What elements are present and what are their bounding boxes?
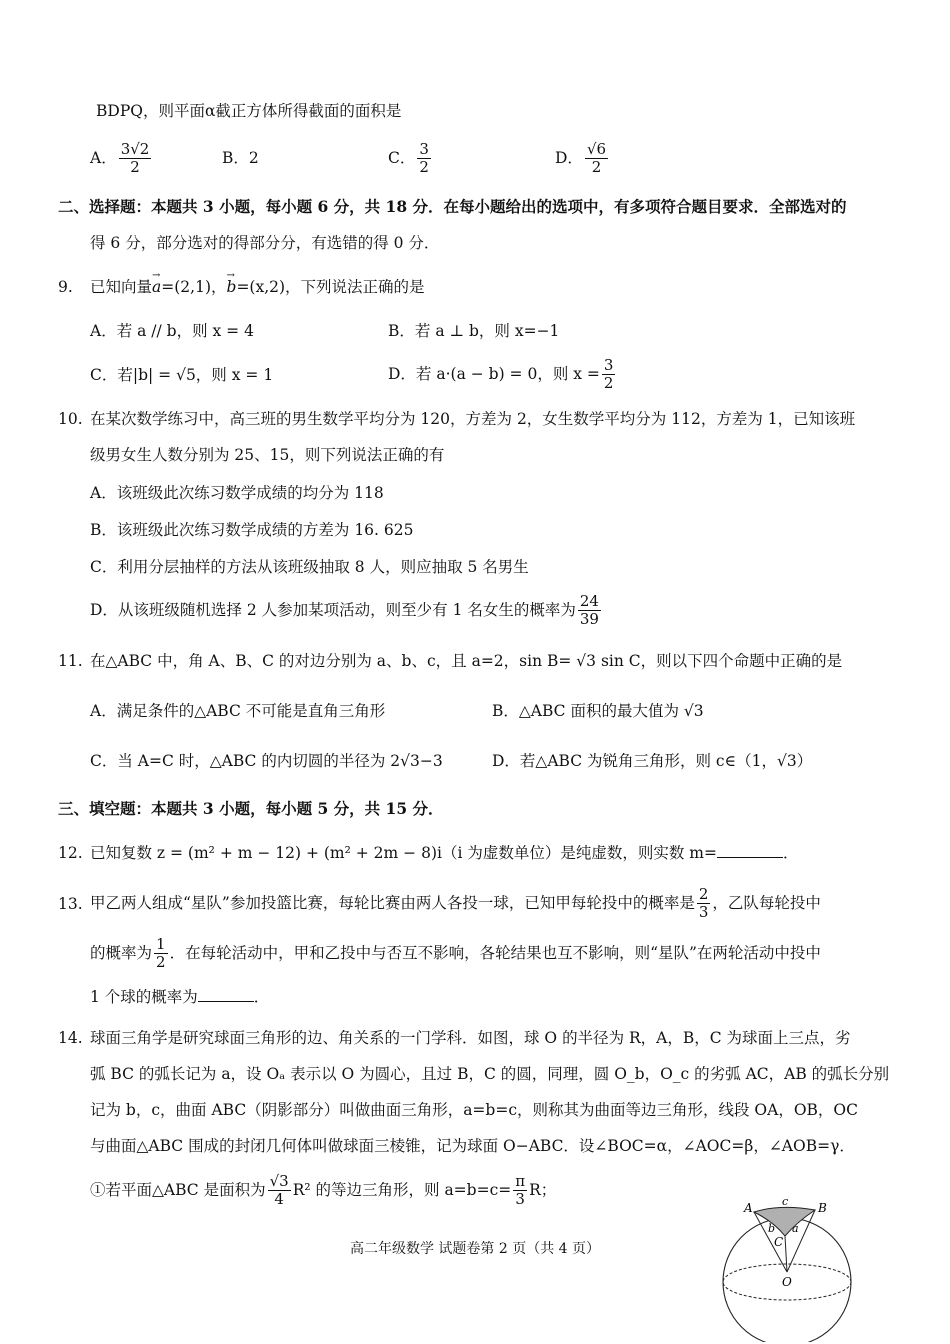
q13-answer-blank[interactable]: [198, 987, 254, 1002]
q9-eq-b: =(x,2)，下列说法正确的是: [236, 278, 425, 296]
q8-option-c: [388, 138, 433, 178]
q10-option-d-text: D．从该班级随机选择 2 人参加某项活动，则至少有 1 名女生的概率为: [90, 601, 576, 619]
q9-option-d-text: D．若 a·(a − b) = 0，则 x =: [388, 365, 600, 383]
fraction-numerator: 24: [579, 591, 599, 610]
q8-option-a-label: A．: [90, 149, 117, 167]
label-arc-a: a: [792, 1222, 799, 1235]
q9-stem: [90, 276, 425, 298]
q14-line4: 与曲面△ABC 围成的封闭几何体叫做球面三棱锥，记为球面 O−ABC．设∠BOC=α，∠AOC=β，∠AOB=γ．: [90, 1137, 855, 1155]
q13-line3-end: ．: [253, 988, 270, 1006]
spherical-triangle-figure: [712, 1196, 862, 1342]
label-arc-c: c: [782, 1196, 789, 1208]
fraction-numerator: 1: [156, 934, 166, 953]
q12-stem: 已知复数 z = (m² + m − 12) + (m² + 2m − 8)i（i 为虚数单位）是纯虚数，则实数 m=: [90, 844, 717, 862]
vector-b: → b: [227, 276, 237, 298]
q8-option-c-label: C．: [388, 149, 416, 167]
q10-option-c: C．利用分层抽样的方法从该班级抽取 8 人，则应抽取 5 名男生: [90, 558, 529, 576]
q14-line3: 记为 b，c，曲面 ABC（阴影部分）叫做曲面三角形，a=b=c，则称其为曲面等边三角形，线段 OA，OB，OC: [90, 1101, 859, 1119]
q13-line2-end: ．在每轮活动中，甲和乙投中与否互不影响，各轮结果也互不影响，则“星队”在两轮活动中投中: [169, 944, 821, 962]
q13-fraction-1: [697, 886, 711, 921]
q10-option-d-fraction: [578, 593, 601, 628]
q14-item1: [90, 1168, 556, 1212]
fraction-numerator: 2: [698, 884, 709, 903]
fraction-denominator: 3: [698, 902, 709, 921]
label-b: B: [818, 1201, 827, 1215]
q14-number: 14.: [58, 1029, 83, 1047]
fraction-numerator: π: [515, 1171, 526, 1190]
fraction-denominator: 4: [274, 1189, 284, 1208]
fraction-numerator: 3: [603, 355, 614, 374]
q9-eq-a: =(2,1)，: [161, 278, 227, 296]
q14-item1-mid: R² 的等边三角形，则 a=b=c=: [292, 1181, 512, 1199]
q12-answer-blank[interactable]: [717, 843, 783, 858]
q10-number: 10.: [58, 410, 83, 428]
fraction-denominator: 2: [591, 157, 602, 176]
fraction-numerator: √3: [269, 1171, 289, 1190]
q9-option-a: A．若 a // b，则 x = 4: [90, 322, 254, 340]
q11-option-c: C．当 A=C 时，△ABC 的内切圆的半径为 2√3−3: [90, 752, 443, 770]
fraction-denominator: 39: [579, 609, 599, 628]
q11-option-d: D．若△ABC 为锐角三角形，则 c∈（1，√3）: [492, 752, 813, 770]
q9-option-c: C．若|b| = √5，则 x = 1: [90, 366, 274, 384]
fraction-denominator: 2: [419, 157, 429, 176]
q10-option-d: [90, 590, 603, 630]
q13-line1-text: 甲乙两人组成“星队”参加投篮比赛，每轮比赛由两人各投一球，已知甲每轮投中的概率是: [90, 894, 695, 912]
page-footer: 高二年级数学 试题卷第 2 页（共 4 页）: [349, 1241, 601, 1257]
q9-number: 9.: [58, 278, 73, 296]
fraction-denominator: 2: [130, 157, 140, 176]
q9-stem-text: 已知向量: [90, 278, 153, 296]
q8-options: [90, 138, 153, 178]
q14-item1-end: R；: [529, 1181, 557, 1199]
q11-option-a: A．满足条件的△ABC 不可能是直角三角形: [90, 702, 386, 720]
q8-option-c-fraction: [417, 141, 431, 176]
fraction-numerator: √6: [586, 139, 607, 158]
section2-heading-line2: 得 6 分，部分选对的得部分分，有选错的得 0 分．: [90, 234, 440, 252]
q8-option-a-fraction: [119, 141, 152, 176]
q10-line2: 级男女生人数分别为 25、15，则下列说法正确的有: [90, 446, 445, 464]
fraction-denominator: 2: [156, 952, 166, 971]
fraction-numerator: 3√2: [120, 139, 150, 158]
q8-option-d: [555, 138, 610, 178]
fraction-numerator: 3: [419, 139, 429, 158]
label-c: C: [774, 1235, 784, 1249]
label-arc-b: b: [768, 1222, 776, 1235]
q14-line2: 弧 BC 的弧长记为 a，设 Oₐ 表示以 O 为圆心，且过 B，C 的圆，同理，圆 O_b，O_c 的劣弧 AC，AB 的弧长分别: [90, 1065, 890, 1083]
q14-item1-fraction: [268, 1173, 291, 1208]
q13-line2-start: 的概率为: [90, 944, 153, 962]
q14-item1-fraction-pi: [513, 1173, 527, 1208]
q14-line1: 球面三角学是研究球面三角形的边、角关系的一门学科．如图，球 O 的半径为 R，A，B，C 为球面上三点，劣: [90, 1029, 851, 1047]
q8-stem: BDPQ，则平面α截正方体所得截面的面积是: [96, 102, 402, 120]
curved-triangle-abc: [754, 1207, 815, 1236]
q9-option-d-fraction: [602, 357, 616, 392]
q11-option-b: B．△ABC 面积的最大值为 √3: [492, 702, 704, 720]
label-o: O: [782, 1275, 792, 1289]
q10-option-a: A．该班级此次练习数学成绩的均分为 118: [90, 484, 384, 502]
q13-line3: [90, 986, 269, 1008]
q13-line1: [90, 882, 821, 924]
q10-option-b: B．该班级此次练习数学成绩的方差为 16. 625: [90, 521, 414, 539]
q13-number: 13.: [58, 895, 83, 913]
q9-option-b: B．若 a ⊥ b，则 x=−1: [388, 322, 560, 340]
q13-fraction-2: [154, 936, 168, 971]
vector-a: → a: [152, 276, 161, 298]
q8-option-b: B．2: [222, 149, 259, 167]
q10-line1: 在某次数学练习中，高三班的男生数学平均分为 120，方差为 2，女生数学平均分为 112，方差为 1，已知该班: [90, 410, 856, 428]
q13-line2: [90, 932, 821, 974]
q9-option-d: [388, 354, 617, 394]
section3-heading: 三、填空题：本题共 3 小题，每小题 5 分，共 15 分．: [58, 799, 444, 818]
q13-line3-text: 1 个球的概率为: [90, 988, 198, 1006]
q12-text: [90, 842, 798, 864]
section2-heading-line1: 二、选择题：本题共 3 小题，每小题 6 分，共 18 分．在每小题给出的选项中，有多项符合题目要求．全部选对的: [58, 197, 847, 216]
q13-line1-end: ，乙队每轮投中: [712, 894, 821, 912]
q11-stem: 在△ABC 中，角 A、B、C 的对边分别为 a、b、c，且 a=2，sin B= √3 sin C，则以下四个命题中正确的是: [90, 652, 843, 670]
q8-option-d-fraction: [585, 141, 608, 176]
q12-end: ．: [782, 844, 799, 862]
q12-number: 12.: [58, 844, 83, 862]
q8-option-d-label: D．: [555, 149, 583, 167]
fraction-denominator: 2: [603, 373, 614, 392]
label-a: A: [744, 1201, 753, 1215]
fraction-denominator: 3: [515, 1189, 525, 1208]
q14-item1-text: ①若平面△ABC 是面积为: [90, 1181, 266, 1199]
q11-number: 11.: [58, 652, 83, 670]
